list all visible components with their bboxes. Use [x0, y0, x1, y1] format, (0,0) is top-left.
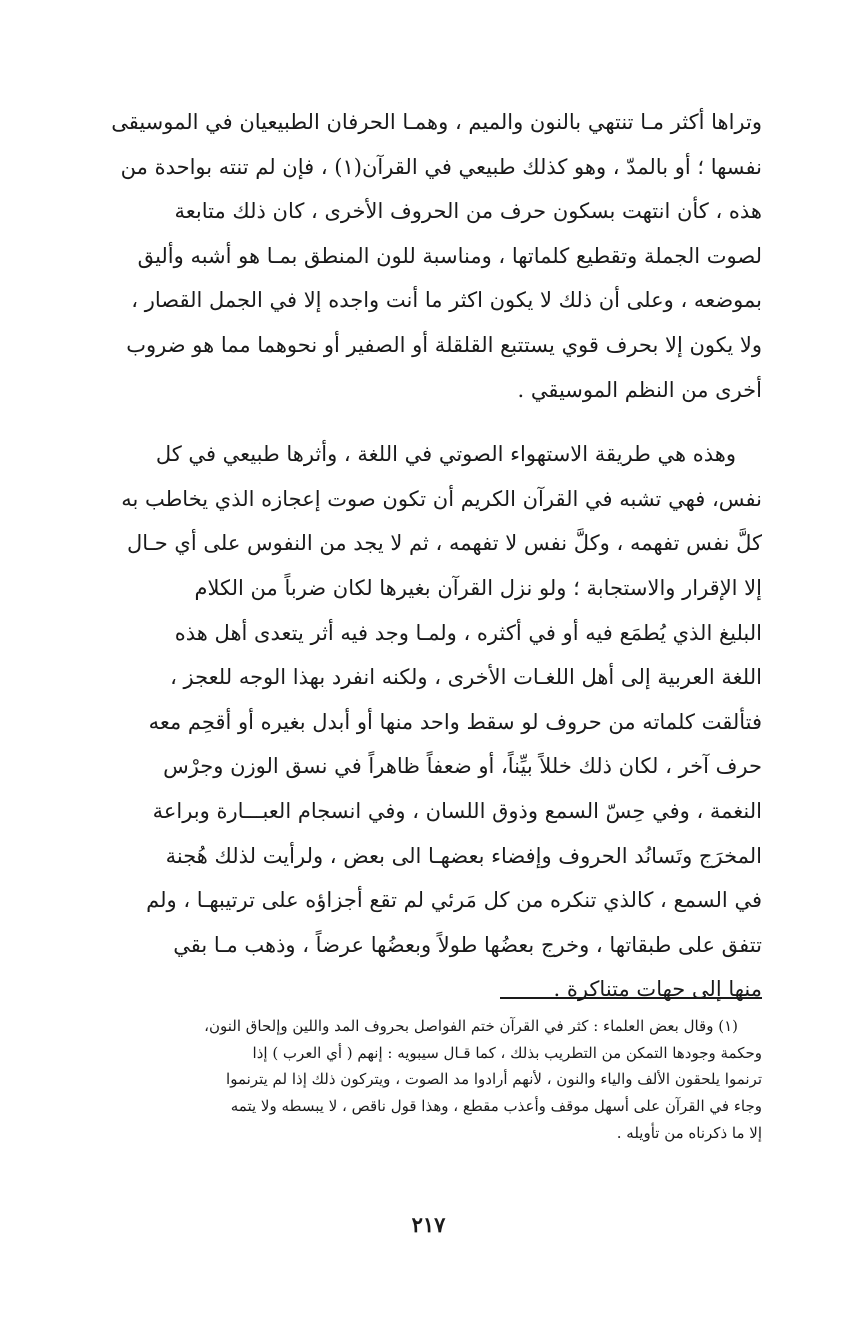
text-line: المخرَج وتَسانُد الحروف وإفضاء بعضهـا الى بعض ، ولرأيت لذلك هُجنة: [165, 843, 762, 868]
text-line: كلَّ نفس تفهمه ، وكلَّ نفس لا تفهمه ، ثم لا يجد من النفوس على أي حـال: [126, 531, 762, 556]
book-page: [95, 100, 762, 1300]
text-line: وتراها أكثر مـا تنتهي بالنون والميم ، وهمـا الحرفان الطبيعيان في الموسيقى: [111, 110, 762, 134]
text-line: اللغة العربية إلى أهل اللغـات الأخرى ، ولكنه انفرد بهذا الوجه للعجز ،: [170, 665, 762, 690]
text-line: نفس، فهي تشبه في القرآن الكريم أن تكون صوت إعجازه الذي يخاطب به: [121, 486, 762, 511]
main-paragraph-2: [95, 432, 762, 1012]
text-line: بموضعه ، وعلى أن ذلك لا يكون اكثر ما أنت واجده إلا في الجمل القصار ،: [131, 288, 762, 313]
main-paragraph-1: [95, 100, 762, 412]
footnote-line: وجاء في القرآن على أسهل موقف وأعذب مقطع ، وهذا قول ناقص ، لا يبسطه ولا يتمه: [230, 1097, 762, 1116]
footnote-line: وحكمة وجودها التمكن من التطريب بذلك ، كما قـال سيبويه : إنهم ( أي العرب ) إذا: [252, 1043, 762, 1062]
text-line: تتفق على طبقاتها ، وخرج بعضُها طولاً وبعضُها عرضاً ، وذهب مـا بقي: [173, 932, 762, 957]
footnote-separator: [500, 997, 762, 999]
text-line: هذه ، كأن انتهت بسكون حرف من الحروف الأخرى ، كان ذلك متابعة: [174, 199, 762, 224]
page-number: ٢١٧: [411, 1212, 446, 1237]
text-line: وهذه هي طريقة الاستهواء الصوتي في اللغة ، وأثرها طبيعي في كل: [155, 442, 736, 467]
text-line: فتألقت كلماته من حروف لو سقط واحد منها أو أبدل بغيره أو أقحِم معه: [148, 709, 762, 734]
footnote-line: إلا ما ذكرناه من تأويله .: [616, 1123, 762, 1142]
footnote-line: ترنموا يلحقون الألف والياء والنون ، لأنهم أرادوا مد الصوت ، ويتركون ذلك إذا لم يترنموا: [226, 1070, 762, 1089]
text-line: ولا يكون إلا بحرف قوي يستتبع القلقلة أو الصفير أو نحوهما مما هو ضروب: [126, 332, 762, 357]
footnote: [95, 1013, 762, 1146]
text-line: أخرى من النظم الموسيقي .: [517, 377, 762, 402]
text-line: النغمة ، وفي حِسّ السمع وذوق اللسان ، وفي انسجام العبـــارة وبراعة: [152, 798, 762, 823]
footnote-line: (١) وقال بعض العلماء : كثر في القرآن ختم الفواصل بحروف المد واللين وإلحاق النون،: [204, 1017, 738, 1035]
text-line: حرف آخر ، لكان ذلك خللاً بيِّناً، أو ضعفاً ظاهراً في نسق الوزن وجرْس: [163, 754, 762, 779]
text-line: البليغ الذي يُطمَع فيه أو في أكثره ، ولمـا وجد فيه أثر يتعدى أهل هذه: [174, 620, 762, 645]
text-line: منها إلى جهات متناكرة .: [553, 977, 762, 1002]
text-line: نفسها ؛ أو بالمدّ ، وهو كذلك طبيعي في القرآن(١) ، فإن لم تنته بواحدة من: [120, 154, 762, 179]
text-line: إلا الإقرار والاستجابة ؛ ولو نزل القرآن بغيرها لكان ضرباً من الكلام: [194, 575, 762, 600]
text-line: لصوت الجملة وتقطيع كلماتها ، ومناسبة للون المنطق بمـا هو أشبه وأليق: [137, 243, 762, 268]
text-line: في السمع ، كالذي تنكره من كل مَرئي لم تقع أجزاؤه على ترتيبهـا ، ولم: [146, 888, 762, 913]
